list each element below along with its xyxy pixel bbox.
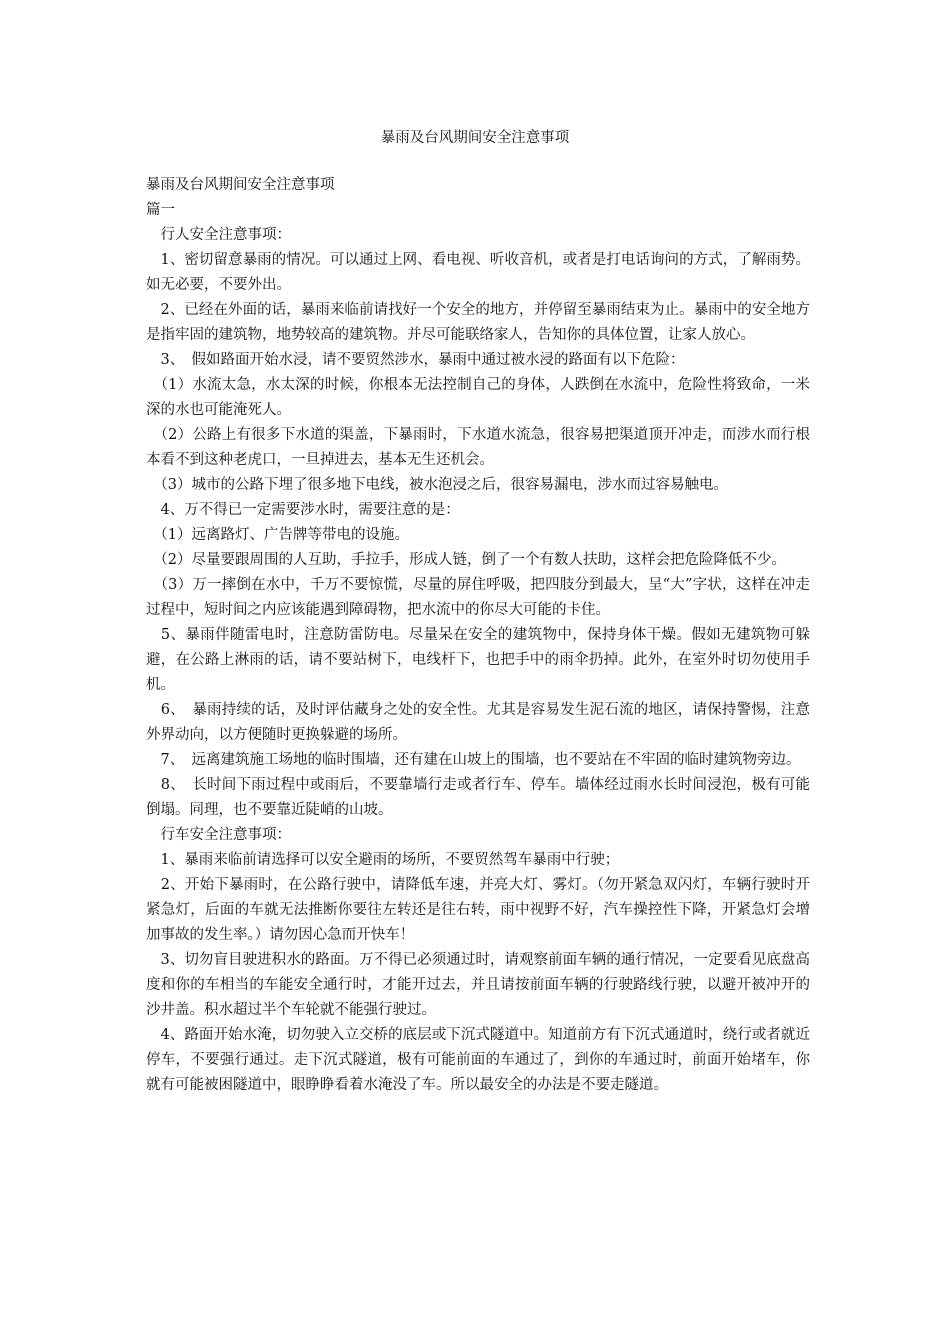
paragraph: （2）公路上有很多下水道的渠盖，下暴雨时，下水道水流急，很容易把渠道顶开冲走，而涉水而行根本看不到这种老虎口，一旦掉进去，基本无生还机会。 [146, 427, 810, 468]
paragraph: （3）城市的公路下埋了很多地下电线，被水泡浸之后，很容易漏电，涉水而过容易触电。 [146, 477, 728, 493]
paragraph: 2、开始下暴雨时，在公路行驶中，请降低车速，并亮大灯、雾灯。（勿开紧急双闪灯，车辆行驶时开紧急灯，后面的车就无法推断你要往左转还是往右转，雨中视野不好，汽车操控性下降，开紧急灯会增加事故的发生率。）请勿因心急而开快车！ [146, 877, 810, 943]
section-heading-driving: 行车安全注意事项： [146, 827, 291, 843]
section-heading-pedestrian: 行人安全注意事项： [146, 227, 291, 243]
paragraph: 8、 长时间下雨过程中或雨后，不要靠墙行走或者行车、停车。墙体经过雨水长时间浸泡，极有可能倒塌。同理，也不要靠近陡峭的山坡。 [146, 777, 810, 818]
paragraph: 3、 假如路面开始水浸，请不要贸然涉水，暴雨中通过被水浸的路面有以下危险： [146, 352, 685, 368]
paragraph: 7、 远离建筑施工场地的临时围墙，还有建在山坡上的围墙，也不要站在不牢固的临时建筑物旁边。 [146, 752, 801, 768]
paragraph: 3、切勿盲目驶进积水的路面。万不得已必须通过时，请观察前面车辆的通行情况，一定要看见底盘高度和你的车相当的车能安全通行时，才能开过去，并且请按前面车辆的行驶路线行驶，以避开被冲开的沙井盖。积水超过半个车轮就不能强行驶过。 [146, 952, 810, 1018]
document-title: 暴雨及台风期间安全注意事项 [380, 130, 570, 146]
subtitle: 暴雨及台风期间安全注意事项 [146, 177, 335, 193]
paragraph: （2）尽量要跟周围的人互助，手拉手，形成人链，倒了一个有数人扶助，这样会把危险降低不少。 [146, 552, 786, 568]
paragraph: （1）远离路灯、广告牌等带电的设施。 [146, 527, 409, 543]
paragraph: 6、 暴雨持续的话，及时评估藏身之处的安全性。尤其是容易发生泥石流的地区，请保持警惕，注意外界动向，以方便随时更换躲避的场所。 [146, 702, 810, 743]
paragraph: 4、万不得已一定需要涉水时，需要注意的是： [146, 502, 460, 518]
paragraph: 5、暴雨伴随雷电时，注意防雷防电。尽量呆在安全的建筑物中，保持身体干燥。假如无建筑物可躲避，在公路上淋雨的话，请不要站树下，电线杆下，也把手中的雨伞扔掉。此外，在室外时切勿使用手机。 [146, 627, 810, 693]
section-label: 篇一 [146, 202, 175, 218]
paragraph: 1、暴雨来临前请选择可以安全避雨的场所，不要贸然驾车暴雨中行驶； [146, 852, 620, 868]
paragraph: （3）万一摔倒在水中，千万不要惊慌，尽量的屏住呼吸，把四肢分到最大，呈“大”字状，这样在冲走过程中，短时间之内应该能遇到障碍物，把水流中的你尽大可能的卡住。 [146, 577, 810, 618]
paragraph: （1）水流太急，水太深的时候，你根本无法控制自己的身体，人跌倒在水流中，危险性将致命，一米深的水也可能淹死人。 [146, 377, 810, 418]
document-body [146, 173, 810, 1098]
paragraph: 1、密切留意暴雨的情况。可以通过上网、看电视、听收音机，或者是打电话询问的方式，了解雨势。如无必要，不要外出。 [146, 252, 810, 293]
paragraph: 2、已经在外面的话，暴雨来临前请找好一个安全的地方，并停留至暴雨结束为止。暴雨中的安全地方是指牢固的建筑物，地势较高的建筑物。并尽可能联络家人，告知你的具体位置，让家人放心。 [146, 302, 810, 343]
paragraph: 4、路面开始水淹，切勿驶入立交桥的底层或下沉式隧道中。知道前方有下沉式通道时，绕行或者就近停车，不要强行通过。走下沉式隧道，极有可能前面的车通过了，到你的车通过时，前面开始堵车，你就有可能被困隧道中，眼睁睁看着水淹没了车。所以最安全的办法是不要走隧道。 [146, 1027, 810, 1093]
